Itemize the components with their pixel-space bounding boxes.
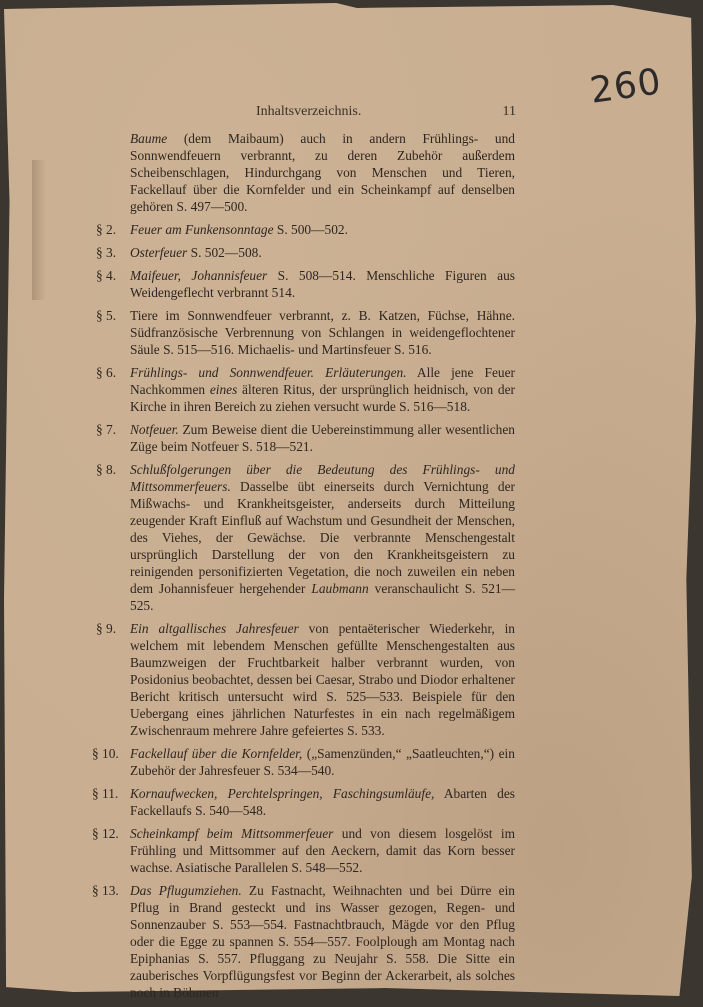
section-number: § 3. — [96, 245, 117, 260]
intro-italic: Baume — [130, 131, 168, 146]
toc-entry-4 — [96, 267, 515, 301]
section-number: § 4. — [96, 268, 117, 283]
entry-italic: Feuer am Funkensonntage — [130, 222, 274, 237]
entry-text: Abarten des Fackellaufs S. 540—548. — [130, 786, 516, 818]
intro-text: (dem Maibaum) auch in andern Frühlings- und Sonnwendfeuern verbrannt, zu deren Zubehör außerdem Scheibenschlagen, Hindurchgang von Menschen und Tieren, Fackellauf über die Kornfelder und ein Scheinkampf auf denselben gehören S. 497—500. — [130, 131, 515, 214]
toc-entry-6 — [96, 364, 515, 415]
section-number: § 13. — [92, 883, 119, 898]
toc-entry-11 — [92, 785, 516, 819]
section-number: § 10. — [92, 746, 119, 761]
entry-text: und von diesem losgelöst im Frühling und Mittsommer auf den Aeckern, damit das Korn besser wachse. Asiatische Parallelen S. 548—552. — [130, 826, 516, 875]
entry-italic: Frühlings- und Sonnwendfeuer. Erläuterungen. — [130, 365, 407, 380]
entry-text: Dasselbe übt einerseits durch Vernichtung der Mißwachs- und Krankheitsgeister, anderseits durch Mitteilung zeugender Kraft Einfluß auf Wachstum und Gesundheit der Menschen, des Viehes, der Gewächse. Die verbrannte Menschengestalt ursprünglich Darstellung der von den Krankheitsgeistern zu reinigenden personifizierten Vegetation, die noch zuweilen ein neben dem Johannisfeuer hergehender — [130, 479, 515, 596]
entry-text-2: veranschaulicht S. 521—525. — [130, 581, 515, 613]
section-number: § 2. — [96, 222, 117, 237]
toc-entry-3 — [96, 244, 515, 261]
entry-italic-2: Laubmann — [311, 581, 369, 596]
entry-text: Zum Beweise dient die Uebereinstimmung aller wesentlichen Züge beim Notfeuer S. 518—521. — [130, 422, 515, 454]
toc-entry-7 — [96, 421, 515, 455]
section-number: § 9. — [96, 621, 117, 636]
page-fold-shadow — [32, 160, 46, 300]
toc-entry-12 — [92, 825, 516, 876]
header-title: Inhaltsverzeichnis. — [256, 104, 362, 119]
section-number: § 6. — [96, 365, 117, 380]
section-number: § 12. — [92, 826, 119, 841]
entry-italic: Maifeuer, Johannisfeuer — [130, 268, 268, 283]
intro-paragraph — [96, 130, 515, 215]
entry-text: von pentaëterischer Wiederkehr, in welchem mit lebendem Menschen gefüllte Menschengestalten aus Baumzweigen der Fruchtbarkeit halber verbrannt wurden, von Posidonius beobachtet, dessen bei Caesar, Strabo und Diodor erhaltener Bericht kritisch untersucht wird S. 525—533. Beispiele für den Uebergang eines jährlichen Naturfestes in ein nach regelmäßigem Zwischenraum mehrere Jahre gefeiertes S. 533. — [130, 621, 515, 738]
entry-italic: Ein altgallisches Jahresfeuer — [130, 621, 299, 636]
toc-entry-8 — [96, 461, 515, 614]
handwritten-page-note: 260 — [587, 61, 665, 112]
entry-text: S. 508—514. Menschliche Figuren aus Weidengeflecht verbrannt 514. — [130, 268, 515, 300]
section-number: § 5. — [96, 308, 117, 323]
entry-text: S. 500—502. — [273, 222, 348, 237]
entry-text: Tiere im Sonnwendfeuer verbrannt, z. B. Katzen, Füchse, Hähne. Südfranzösische Verbrennung von Schlangen in weidengeflochtener Säule S. 515—516. Michaelis- und Martinsfeuer S. 516. — [130, 308, 515, 357]
table-of-contents — [92, 130, 516, 1007]
section-number: § 7. — [96, 422, 117, 437]
entry-text-2: älteren Ritus, der ursprünglich heidnisch, von der Kirche in ihren Bereich zu ziehen versucht wurde S. 516—518. — [130, 382, 515, 414]
toc-entry-5 — [96, 307, 515, 358]
running-header — [128, 104, 516, 124]
entry-italic: Kornaufwecken, Perchtelspringen, Faschingsumläufe, — [130, 786, 435, 801]
toc-entry-13 — [92, 882, 516, 1001]
entry-italic: Das Pflugumziehen. — [130, 883, 242, 898]
toc-entry-2 — [96, 221, 515, 238]
section-number: § 11. — [92, 786, 119, 801]
entry-italic: Scheinkampf beim Mittsommerfeuer — [130, 826, 334, 841]
entry-italic: Fackellauf über die Kornfelder, — [130, 746, 303, 761]
toc-entry-9 — [96, 620, 515, 739]
entry-text: S. 502—508. — [187, 245, 262, 260]
entry-italic: Schlußfolgerungen über die Bedeutung des Frühlings- und Mittsommerfeuers. — [130, 462, 515, 494]
entry-text: Zu Fastnacht, Weihnachten und bei Dürre ein Pflug in Brand gesteckt und ins Wasser gezogen, Regen- und Sonnenzauber S. 553—554. Fastnachtbrauch, Mägde vor den Pflug oder die Egge zu spannen S. 554—557. Foolplough am Montag nach Epiphanias S. 557. Pfluggang zu Neujahr S. 558. Die Sitte ein zauberisches Vorpflügungsfest vor Beginn der Ackerarbeit, als solches noch in Böhmen — [130, 883, 516, 1000]
entry-text: („Samenzünden,“ „Saatleuchten,“) ein Zubehör der Jahresfeuer S. 534—540. — [130, 746, 515, 778]
entry-italic-2: eines — [209, 382, 238, 397]
page-number: 11 — [502, 104, 516, 119]
entry-text: Alle jene Feuer Nachkommen — [130, 365, 515, 397]
entry-italic: Notfeuer. — [130, 422, 179, 437]
entry-italic: Osterfeuer — [130, 245, 188, 260]
section-number: § 8. — [96, 462, 117, 477]
toc-entry-10 — [92, 745, 515, 779]
